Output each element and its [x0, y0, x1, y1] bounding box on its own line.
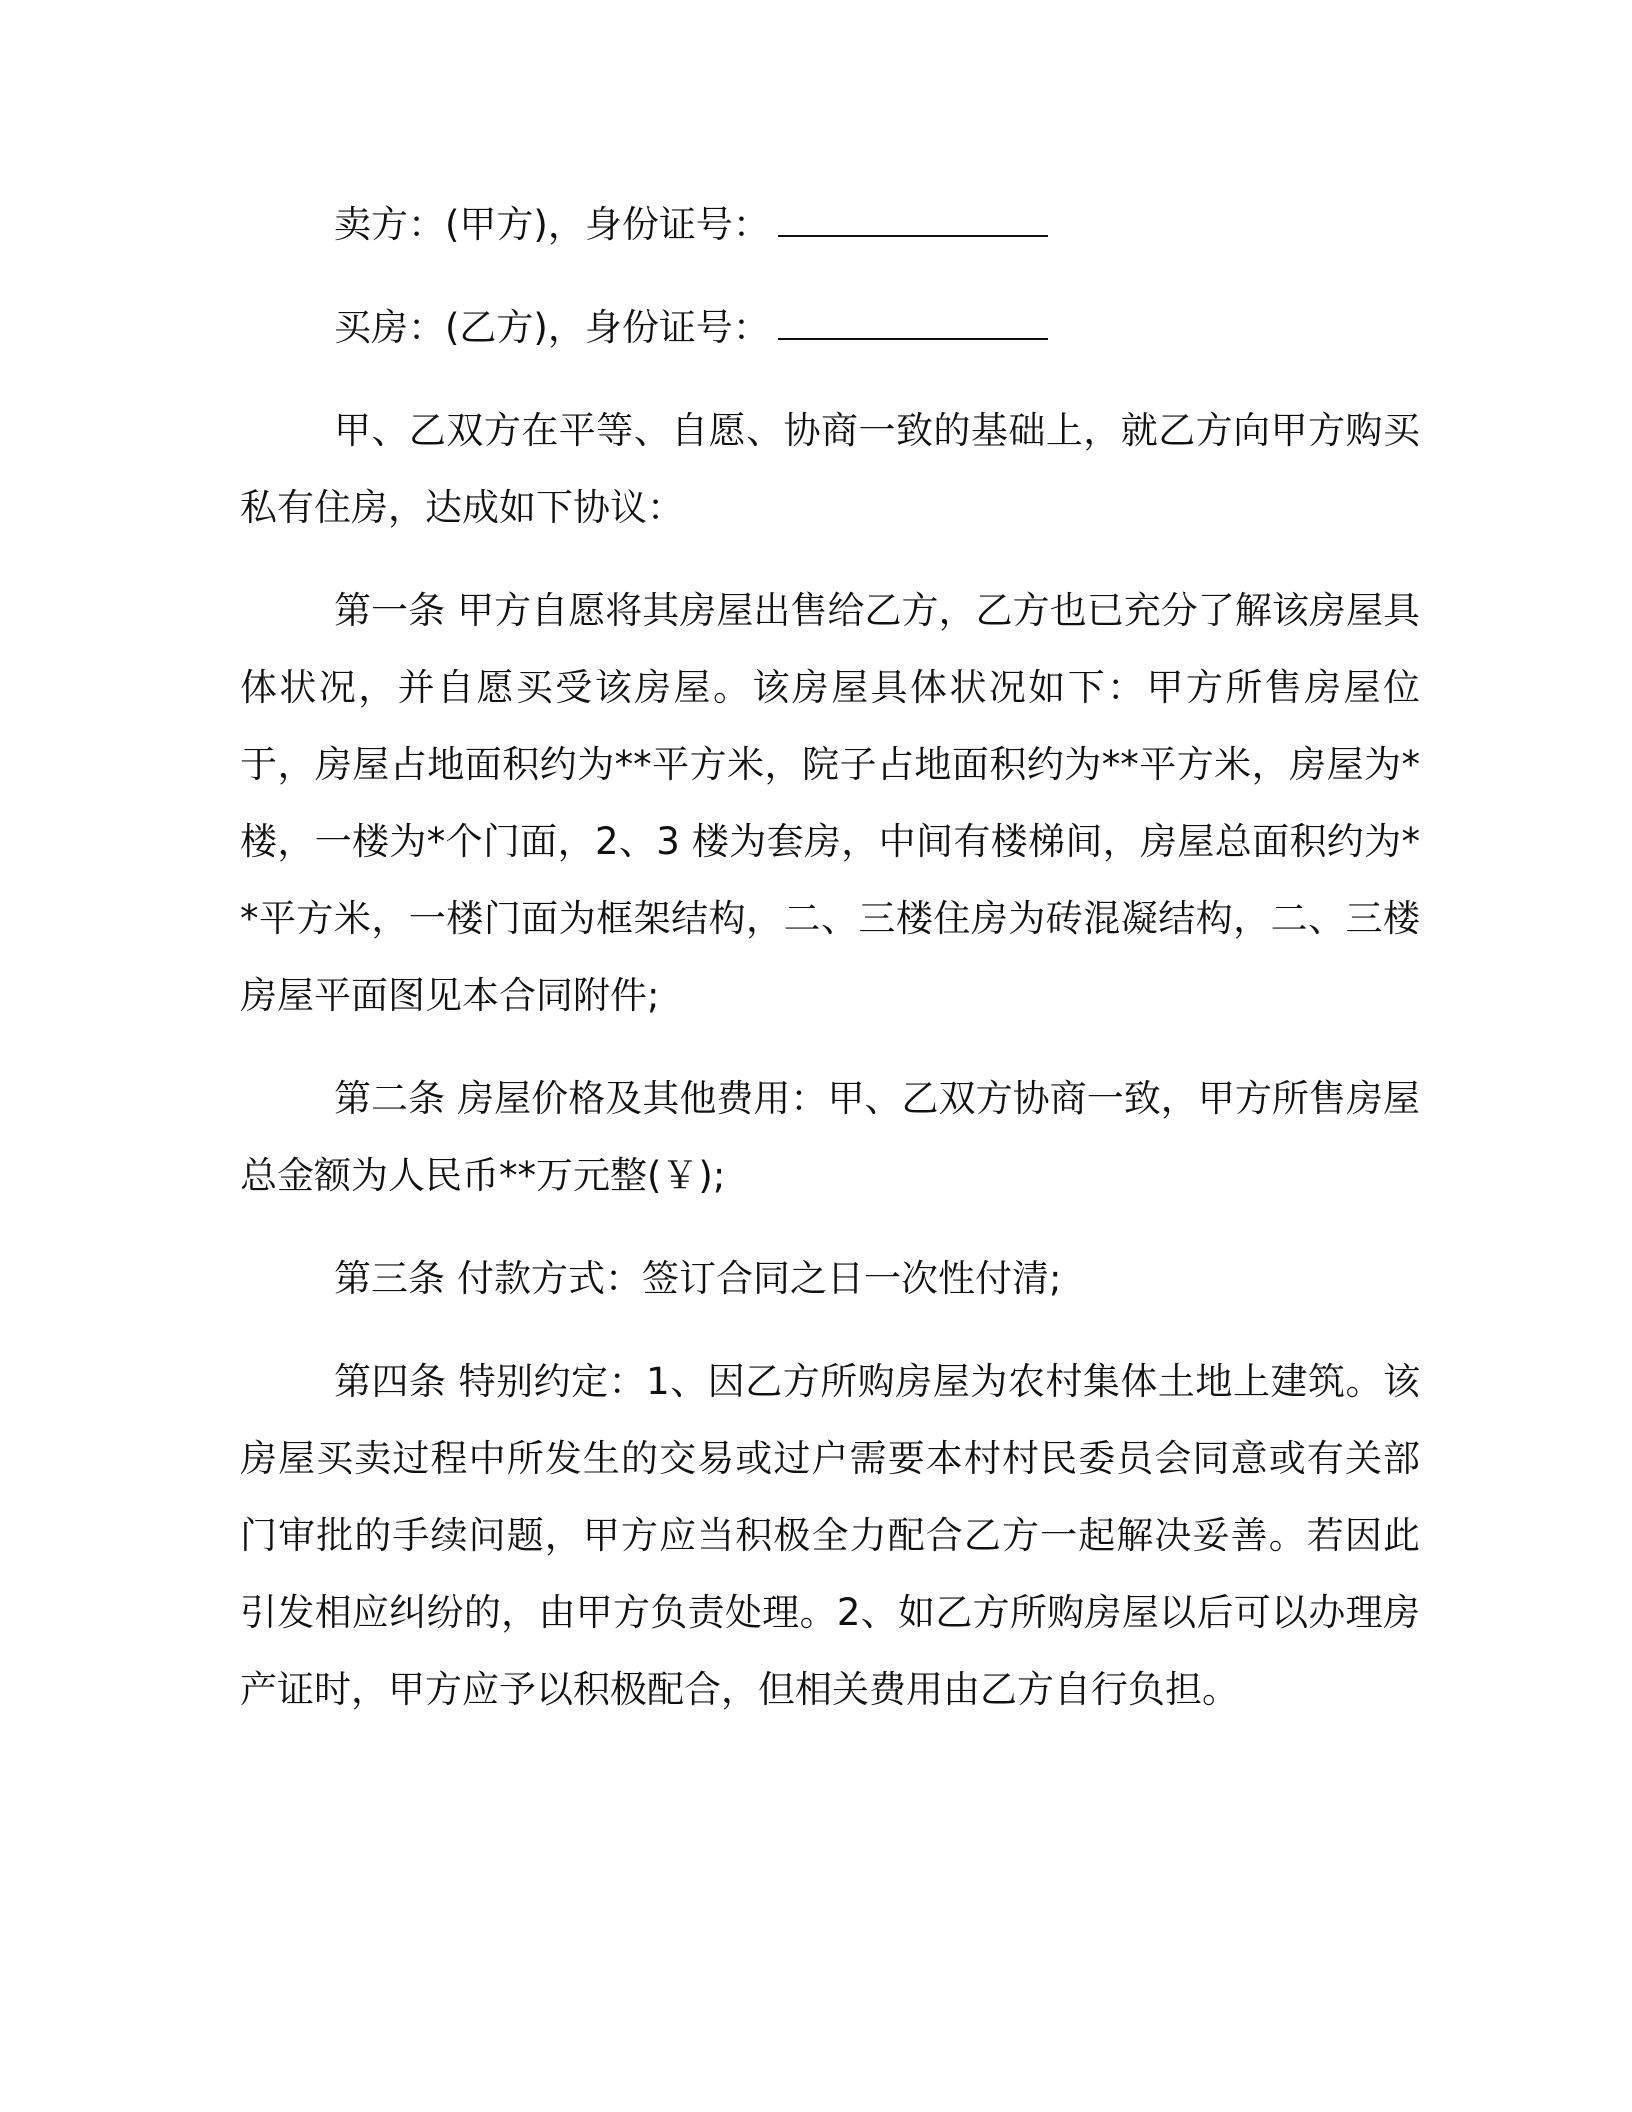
- article-3-label: 第三条: [334, 1257, 445, 1300]
- buyer-label: 买房：(乙方)，身份证号：: [334, 306, 770, 349]
- article-4-label: 第四条: [334, 1360, 447, 1403]
- article-1-label: 第一条: [334, 589, 446, 632]
- buyer-id-blank: [778, 337, 1048, 340]
- seller-label: 卖方：(甲方)，身份证号：: [334, 203, 770, 246]
- intro-paragraph: 甲、乙双方在平等、自愿、协商一致的基础上，就乙方向甲方购买私有住房，达成如下协议：: [240, 409, 1420, 529]
- seller-id-blank: [778, 234, 1048, 237]
- article-1-text: 甲方自愿将其房屋出售给乙方，乙方也已充分了解该房屋具体状况，并自愿买受该房屋。该房屋具体状况如下：甲方所售房屋位于，房屋占地面积约为**平方米，院子占地面积约为**平方米，房屋为*楼，一楼为*个门面，2、3 楼为套房，中间有楼梯间，房屋总面积约为**平方米，一楼门面为框架结构，二、三楼住房为砖混凝结构，二、三楼房屋平面图见本合同附件;: [240, 589, 1421, 1017]
- article-4-text: 特别约定：1、因乙方所购房屋为农村集体土地上建筑。该房屋买卖过程中所发生的交易或过户需要本村村民委员会同意或有关部门审批的手续问题，甲方应当积极全力配合乙方一起解决妥善。若因此引发相应纠纷的，由甲方负责处理。2、如乙方所购房屋以后可以办理房产证时，甲方应予以积极配合，但相关费用由乙方自行负担。: [240, 1360, 1421, 1711]
- article-4: [240, 1343, 1420, 1728]
- buyer-line: [240, 289, 1420, 366]
- article-3-text: 付款方式：签订合同之日一次性付清;: [457, 1257, 1062, 1300]
- article-2-label: 第二条: [334, 1077, 446, 1120]
- article-1: [240, 572, 1420, 1034]
- article-2-text: 房屋价格及其他费用：甲、乙双方协商一致，甲方所售房屋总金额为人民币**万元整(￥);: [240, 1077, 1421, 1197]
- contract-body: [240, 186, 1420, 1754]
- seller-line: [240, 186, 1420, 263]
- article-3: [240, 1240, 1420, 1317]
- article-2: [240, 1060, 1420, 1214]
